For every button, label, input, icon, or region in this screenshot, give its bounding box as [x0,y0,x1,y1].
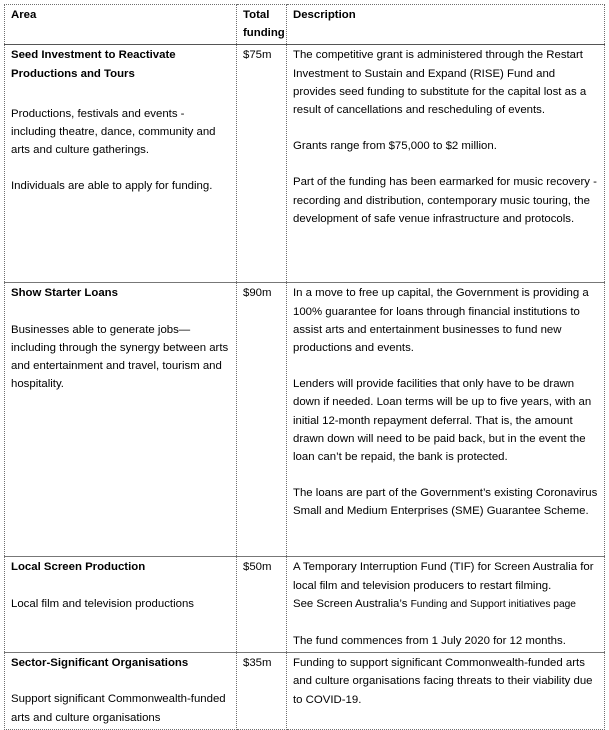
description-text: A Temporary Interruption Fund (TIF) for Screen Australia for local film and television producers to restart filming. [293,561,594,592]
header-total-funding: Total funding [237,5,287,45]
funding-cell: $90m [237,283,287,557]
description-text: Grants range from $75,000 to $2 million. [293,140,497,153]
description-link-line [293,595,599,614]
table-row [5,283,605,557]
funding-table [4,4,605,730]
description-cell [287,283,605,557]
description-text: Lenders will provide facilities that only have to be drawn down if needed. Loan terms will be up to five years, with an initial 12-month repayment deferral. That is, the amount drawn down will need to be paid back, but in the event the loan can’t be repaid, the bank is protected. [293,378,592,464]
area-title: Show Starter Loans [11,287,118,300]
description-cell [287,557,605,653]
description-text: The fund commences from 1 July 2020 for 12 months. [293,635,566,648]
area-text: Businesses able to generate jobs—including through the synergy between arts and entertainment and travel, tourism and hospitality. [11,323,229,391]
area-text: Local film and television productions [11,597,194,610]
table-row [5,45,605,283]
funding-cell: $75m [237,45,287,283]
area-title: Local Screen Production [11,561,146,574]
table-row [5,557,605,653]
area-title: Seed Investment to Reactivate Productions and Tours [11,49,176,80]
description-text: Part of the funding has been earmarked for music recovery - recording and distribution, contemporary music touring, the development of safe venue infrastructure and protocols. [293,176,597,225]
table-header-row [5,5,605,45]
area-text: Productions, festivals and events - including theatre, dance, community and arts and culture gatherings. [11,107,216,157]
funding-cell: $35m [237,653,287,730]
description-cell [287,45,605,283]
area-text: Support significant Commonwealth-funded arts and culture organisations [11,693,226,724]
area-title: Sector-Significant Organisations [11,657,189,670]
area-cell [5,653,237,730]
header-description: Description [287,5,605,45]
funding-cell: $50m [237,557,287,653]
description-cell [287,653,605,730]
funding-support-link[interactable]: Funding and Support initiatives page [410,598,576,610]
area-cell [5,45,237,283]
area-text: Individuals are able to apply for funding. [11,180,213,193]
table-row [5,653,605,730]
description-link-prefix: See Screen Australia’s [293,597,411,610]
description-text: Funding to support significant Commonwealth-funded arts and culture organisations facing threats to their viability due to COVID-19. [293,657,593,706]
description-text: The loans are part of the Government’s existing Coronavirus Small and Medium Enterprises (SME) Guarantee Scheme. [293,487,598,518]
description-text: In a move to free up capital, the Government is providing a 100% guarantee for loans through financial institutions to assist arts and entertainment businesses to fund new productions and events. [293,287,589,355]
header-area: Area [5,5,237,45]
area-cell [5,283,237,557]
description-text: The competitive grant is administered through the Restart Investment to Sustain and Expand (RISE) Fund and provides seed funding to substitute for the capital lost as a result of cancellations and rescheduling of events. [293,49,587,117]
area-cell [5,557,237,653]
